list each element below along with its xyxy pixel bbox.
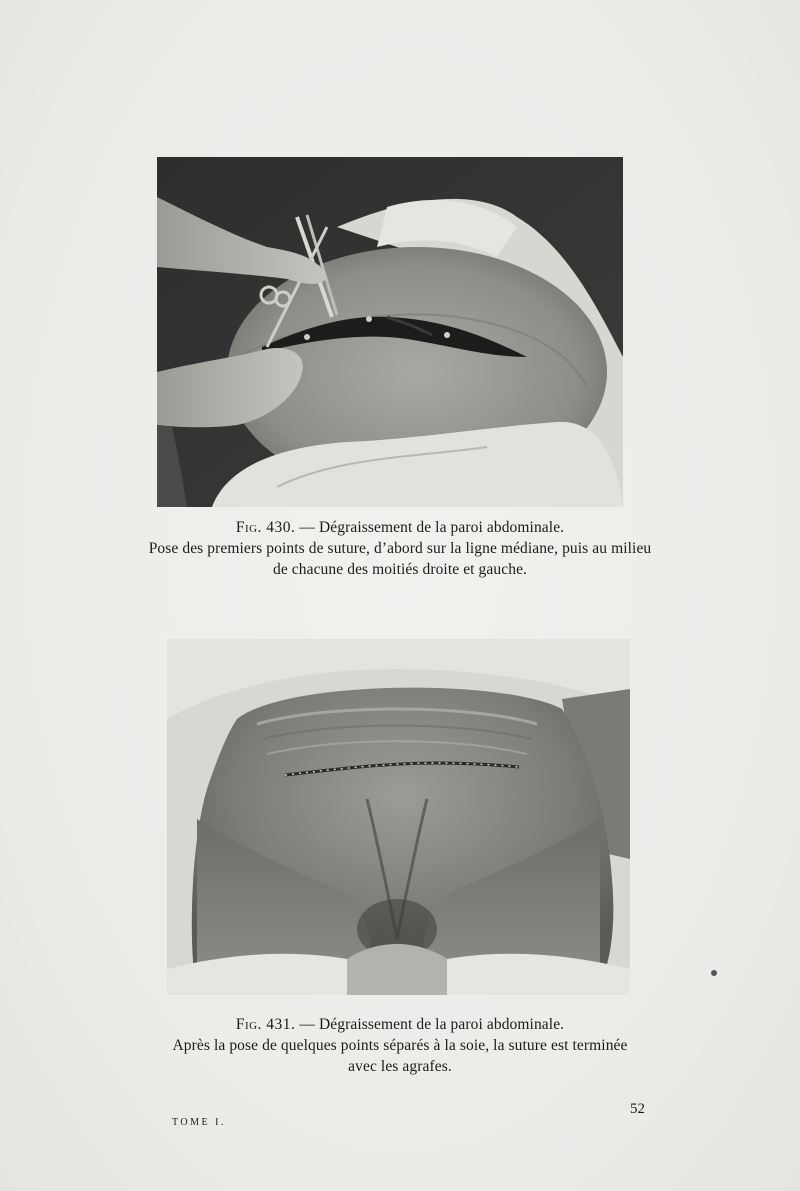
figure-431-caption-line-1: Après la pose de quelques points séparés à la soie, la suture est terminée (172, 1037, 628, 1054)
figure-430-photograph (157, 157, 623, 507)
figure-430-label: Fig. 430. (235, 519, 296, 536)
figure-430-caption-line-1: Pose des premiers points de suture, d’abord sur la ligne médiane, puis au milieu (148, 540, 652, 557)
figure-431-label: Fig. 431. (235, 1016, 296, 1033)
figure-430-caption (0, 517, 800, 580)
figure-431-photograph (167, 639, 630, 995)
figure-431-caption-line-2: avec les agrafes. (348, 1058, 452, 1075)
print-speck (711, 970, 717, 976)
volume-label: TOME I. (172, 1117, 226, 1128)
figure-430-caption-line-2: de chacune des moitiés droite et gauche. (272, 561, 528, 578)
figure-430-title: — Dégraissement de la paroi abdominale. (299, 519, 565, 536)
figure-430-title-line (0, 517, 800, 538)
page-number: 52 (630, 1101, 645, 1117)
figure-431-title: — Dégraissement de la paroi abdominale. (299, 1016, 565, 1033)
figure-431-title-line (0, 1014, 800, 1035)
figure-431-caption (0, 1014, 800, 1077)
